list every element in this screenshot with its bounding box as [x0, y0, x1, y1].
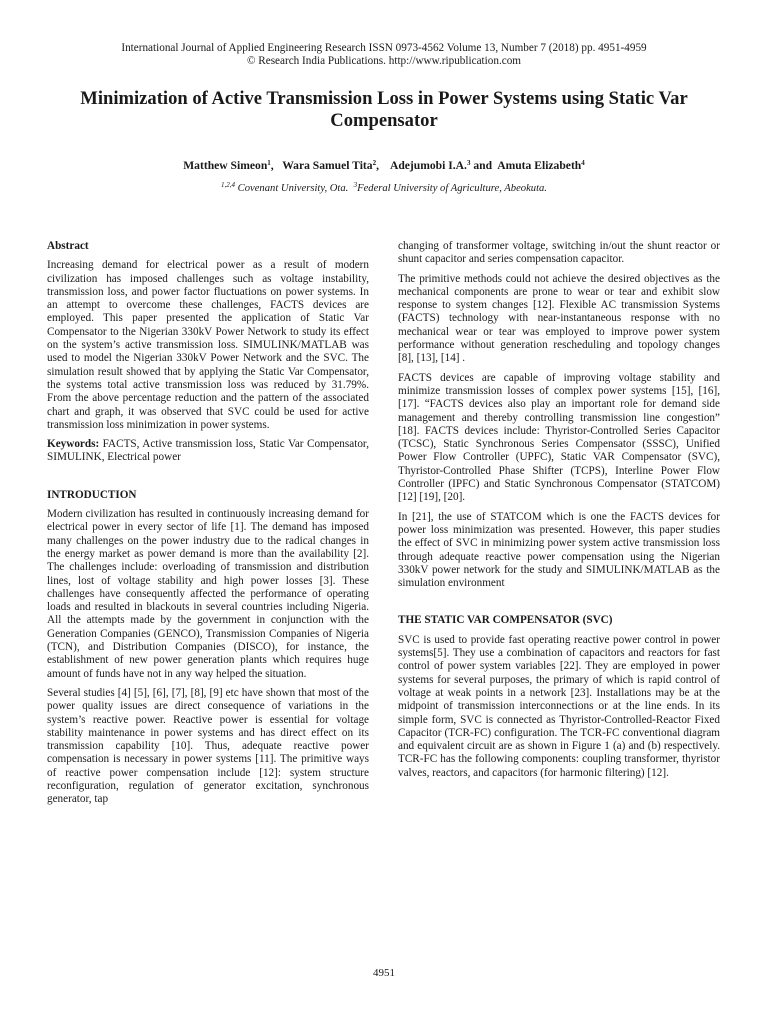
svc-heading: THE STATIC VAR COMPENSATOR (SVC): [398, 614, 613, 627]
page-number: 4951: [373, 967, 395, 979]
paper-title: Minimization of Active Transmission Loss in Power Systems using Static Var Compensator: [80, 88, 688, 131]
author-name: Adejumobi I.A.: [389, 159, 467, 172]
paragraph: changing of transformer voltage, switching in/out the shunt reactor or shunt capacitor and series compensation capacitor.: [398, 240, 720, 266]
paragraph: The primitive methods could not achieve the desired objectives as the mechanical components are prone to wear or tear and exhibit slow response to system changes [12]. Flexible AC transmission Systems (FACTS) technology with near-instantaneous response with no mechanical wear or tear was employed to improve power system performance without generation rescheduling and topology changes [8], [13], [14] .: [398, 272, 720, 365]
author-sup: 1: [267, 159, 271, 167]
affiliations: [0, 181, 768, 194]
paragraph: SVC is used to provide fast operating reactive power control in power systems[5]. They use a combination of capacitors and reactors for fast control of power system variables [22]. They are employed in power systems for several purposes, the primary of which is rapid control of voltage at weak points in a network [23]. Installations may be at the midpoint of transmission interconnections or at the line ends. In its simple form, SVC is connected as Thyristor-Controlled-Reactor Fixed Capacitor (TCR-FC) configuration. The TCR-FC conventional diagram and equivalent circuit are as shown in Figure 1 (a) and (b) respectively. TCR-FC has the following components: coupling transformer, thyristor valves, reactors, and capacitors (for harmonic filtering) [12].: [398, 633, 720, 779]
publisher-line: © Research India Publications. http://www.ripublication.com: [246, 55, 522, 67]
affil-text: Federal University of Agriculture, Abeokuta.: [357, 183, 547, 194]
author-sup: 3: [466, 159, 471, 167]
right-column: [398, 240, 720, 786]
journal-line: International Journal of Applied Engineering Research ISSN 0973-4562 Volume 13, Number 7 (2018) pp. 4951-4959: [121, 42, 647, 54]
author-name: Amuta Elizabeth: [497, 159, 582, 172]
paragraph: Modern civilization has resulted in continuously increasing demand for electrical power in every sector of life [1]. The demand has imposed many challenges on the power industry due to the radical changes in the energy market as power demand is more than the availability [2]. The challenges include: overloading of transmission and distribution lines, lost of voltage stability and high power losses [3]. These challenges have consequently affected the performance of operating loads and resulted in blackouts in several countries including Nigeria. All the attempts made by the government in conjunction with the Generation Companies (GENCO), Transmission Companies of Nigeria (TCN), and Distribution Companies (DISCO), for instance, the establishment of new power generation plants which requires huge amount of funds have not in any way helped the situation.: [47, 508, 369, 680]
introduction-heading: INTRODUCTION: [47, 488, 137, 501]
paragraph: Several studies [4] [5], [6], [7], [8], [9] etc have shown that most of the power quality issues are direct consequence of variations in the system’s reactive power. Reactive power is essential for voltage stability maintenance in power systems and has direct effect on its transmission capability [10]. Thus, adequate reactive power compensation is necessary in power systems [11]. The primitive ways of reactive power compensation include [12]: system structure reconfiguration, regulation of generator excitation, synchronous generator, tap: [47, 686, 369, 806]
author-sup: 2: [372, 159, 377, 167]
author-list: Matthew Simeon$^1$, Wara Samuel Tita$^2$, Adejumobi I.A.$^3$ and Amuta Elizabeth$^4$: [183, 159, 585, 172]
affil-sup: 1,2,4: [221, 181, 236, 189]
author-name: Matthew Simeon: [183, 159, 268, 172]
affil-sup: 3: [353, 181, 358, 189]
author-sup: 4: [581, 159, 585, 167]
left-column: [47, 240, 369, 813]
keywords-text: FACTS, Active transmission loss, Static Var Compensator, SIMULINK, Electrical power: [47, 438, 369, 464]
keywords-label: Keywords:: [47, 438, 100, 451]
journal-header: [0, 42, 768, 68]
paragraph: In [21], the use of STATCOM which is one the FACTS devices for power loss minimization was presented. However, this paper studies the effect of SVC in minimizing power system active transmission loss through adequate reactive power compensation using the Nigerian 330kV power network for the study and SIMULINK/MATLAB as the simulation environment: [398, 510, 720, 590]
affil-text: Covenant University, Ota.: [235, 183, 354, 194]
keywords: [47, 438, 369, 465]
author-name: Wara Samuel Tita: [282, 159, 373, 172]
paragraph: FACTS devices are capable of improving voltage stability and minimize transmission losses of complex power systems [15], [16], [17]. “FACTS devices also play an important role for demand side management and thereby controlling transmission line congestion” [18]. FACTS devices include: Thyristor-Controlled Series Capacitor (TCSC), Static Synchronous Series Compensator (SSSC), Unified Power Flow Controller (UPFC), Static VAR Compensator (SVC), Thyristor-Controlled Phase Shifter (TCPS), Interline Power Flow Controller (IPFC) and Static Synchronous Compensator (STATCOM) [12] [19], [20].: [398, 371, 720, 504]
abstract-heading: Abstract: [47, 240, 89, 252]
abstract-text: Increasing demand for electrical power as a result of modern civilization has imposed challenges such as voltage instability, transmission loss, and power factor fluctuations on power systems. In an attempt to overcome these challenges, FACTS devices are employed. This paper presented the application of Static Var Compensator to the Nigerian 330kV Power Network to study its effect on the system’s active transmission loss. SIMULINK/MATLAB was used to model the Nigerian 330kV Power Network and the SVC. The simulation result showed that by applying the Static Var Compensator, the systems total active transmission loss was reduced by 31.79%. From the above percentage reduction and the pattern of the associated chart and graph, it was observed that SVC could be used for active transmission loss minimization in power systems.: [47, 259, 369, 431]
